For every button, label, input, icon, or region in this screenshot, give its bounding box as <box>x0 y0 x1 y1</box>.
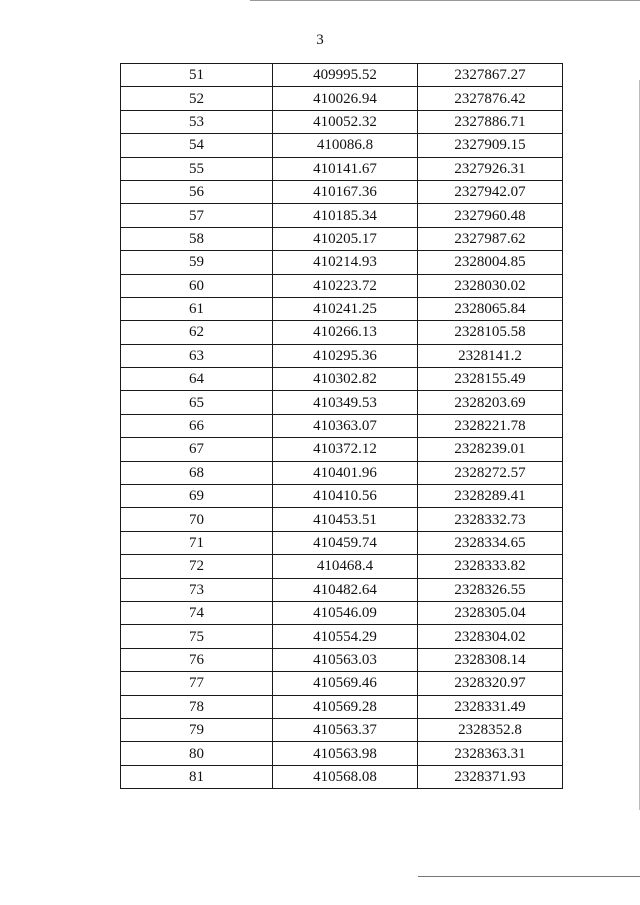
table-row <box>121 718 563 741</box>
y-coordinate-cell: 2328320.97 <box>418 672 563 695</box>
point-number-cell: 77 <box>121 672 273 695</box>
table-row <box>121 555 563 578</box>
y-coordinate-cell: 2328304.02 <box>418 625 563 648</box>
table-row <box>121 672 563 695</box>
point-number-cell: 63 <box>121 344 273 367</box>
x-coordinate-cell: 410563.98 <box>273 742 418 765</box>
x-coordinate-cell: 410026.94 <box>273 87 418 110</box>
x-coordinate-cell: 410459.74 <box>273 531 418 554</box>
point-number-cell: 55 <box>121 157 273 180</box>
y-coordinate-cell: 2328272.57 <box>418 461 563 484</box>
y-coordinate-cell: 2328239.01 <box>418 438 563 461</box>
point-number-cell: 53 <box>121 110 273 133</box>
y-coordinate-cell: 2328004.85 <box>418 251 563 274</box>
point-number-cell: 61 <box>121 297 273 320</box>
table-row <box>121 274 563 297</box>
y-coordinate-cell: 2327876.42 <box>418 87 563 110</box>
table-row <box>121 578 563 601</box>
x-coordinate-cell: 410205.17 <box>273 227 418 250</box>
table-row <box>121 180 563 203</box>
y-coordinate-cell: 2328332.73 <box>418 508 563 531</box>
table-row <box>121 438 563 461</box>
table-row <box>121 648 563 671</box>
x-coordinate-cell: 410167.36 <box>273 180 418 203</box>
page-number: 3 <box>316 32 324 48</box>
point-number-cell: 58 <box>121 227 273 250</box>
table-row <box>121 344 563 367</box>
point-number-cell: 68 <box>121 461 273 484</box>
table-row <box>121 601 563 624</box>
table-row <box>121 391 563 414</box>
x-coordinate-cell: 410363.07 <box>273 414 418 437</box>
x-coordinate-cell: 410468.4 <box>273 555 418 578</box>
y-coordinate-cell: 2328105.58 <box>418 321 563 344</box>
table-row <box>121 227 563 250</box>
coordinates-table <box>120 63 563 789</box>
point-number-cell: 76 <box>121 648 273 671</box>
table-row <box>121 765 563 788</box>
table-row <box>121 461 563 484</box>
x-coordinate-cell: 410266.13 <box>273 321 418 344</box>
point-number-cell: 81 <box>121 765 273 788</box>
x-coordinate-cell: 410482.64 <box>273 578 418 601</box>
x-coordinate-cell: 410185.34 <box>273 204 418 227</box>
y-coordinate-cell: 2328308.14 <box>418 648 563 671</box>
x-coordinate-cell: 410372.12 <box>273 438 418 461</box>
point-number-cell: 73 <box>121 578 273 601</box>
x-coordinate-cell: 410568.08 <box>273 765 418 788</box>
point-number-cell: 56 <box>121 180 273 203</box>
y-coordinate-cell: 2328203.69 <box>418 391 563 414</box>
y-coordinate-cell: 2328305.04 <box>418 601 563 624</box>
point-number-cell: 78 <box>121 695 273 718</box>
table-row <box>121 64 563 87</box>
x-coordinate-cell: 410223.72 <box>273 274 418 297</box>
point-number-cell: 59 <box>121 251 273 274</box>
table-row <box>121 297 563 320</box>
y-coordinate-cell: 2328155.49 <box>418 368 563 391</box>
x-coordinate-cell: 410554.29 <box>273 625 418 648</box>
y-coordinate-cell: 2328141.2 <box>418 344 563 367</box>
x-coordinate-cell: 410141.67 <box>273 157 418 180</box>
y-coordinate-cell: 2328065.84 <box>418 297 563 320</box>
table-row <box>121 485 563 508</box>
point-number-cell: 72 <box>121 555 273 578</box>
x-coordinate-cell: 410241.25 <box>273 297 418 320</box>
table-row <box>121 368 563 391</box>
table-row <box>121 508 563 531</box>
point-number-cell: 79 <box>121 718 273 741</box>
y-coordinate-cell: 2328221.78 <box>418 414 563 437</box>
point-number-cell: 71 <box>121 531 273 554</box>
x-coordinate-cell: 410302.82 <box>273 368 418 391</box>
table-row <box>121 87 563 110</box>
y-coordinate-cell: 2328334.65 <box>418 531 563 554</box>
x-coordinate-cell: 410569.28 <box>273 695 418 718</box>
scan-footer-line <box>418 876 640 877</box>
y-coordinate-cell: 2327867.27 <box>418 64 563 87</box>
x-coordinate-cell: 410086.8 <box>273 134 418 157</box>
x-coordinate-cell: 409995.52 <box>273 64 418 87</box>
scan-top-edge-line <box>250 0 640 1</box>
y-coordinate-cell: 2328333.82 <box>418 555 563 578</box>
table-row <box>121 531 563 554</box>
point-number-cell: 70 <box>121 508 273 531</box>
point-number-cell: 74 <box>121 601 273 624</box>
x-coordinate-cell: 410569.46 <box>273 672 418 695</box>
point-number-cell: 80 <box>121 742 273 765</box>
table-row <box>121 742 563 765</box>
table-row <box>121 695 563 718</box>
table-row <box>121 134 563 157</box>
y-coordinate-cell: 2327926.31 <box>418 157 563 180</box>
table-row <box>121 110 563 133</box>
y-coordinate-cell: 2328289.41 <box>418 485 563 508</box>
point-number-cell: 54 <box>121 134 273 157</box>
coordinates-table-body <box>121 64 563 789</box>
x-coordinate-cell: 410546.09 <box>273 601 418 624</box>
point-number-cell: 66 <box>121 414 273 437</box>
point-number-cell: 62 <box>121 321 273 344</box>
y-coordinate-cell: 2328030.02 <box>418 274 563 297</box>
point-number-cell: 60 <box>121 274 273 297</box>
table-row <box>121 204 563 227</box>
x-coordinate-cell: 410214.93 <box>273 251 418 274</box>
table-row <box>121 251 563 274</box>
y-coordinate-cell: 2327942.07 <box>418 180 563 203</box>
point-number-cell: 57 <box>121 204 273 227</box>
point-number-cell: 67 <box>121 438 273 461</box>
y-coordinate-cell: 2327960.48 <box>418 204 563 227</box>
x-coordinate-cell: 410563.03 <box>273 648 418 671</box>
y-coordinate-cell: 2328326.55 <box>418 578 563 601</box>
table-row <box>121 625 563 648</box>
point-number-cell: 69 <box>121 485 273 508</box>
x-coordinate-cell: 410410.56 <box>273 485 418 508</box>
x-coordinate-cell: 410453.51 <box>273 508 418 531</box>
y-coordinate-cell: 2327987.62 <box>418 227 563 250</box>
point-number-cell: 75 <box>121 625 273 648</box>
y-coordinate-cell: 2328352.8 <box>418 718 563 741</box>
x-coordinate-cell: 410563.37 <box>273 718 418 741</box>
x-coordinate-cell: 410349.53 <box>273 391 418 414</box>
y-coordinate-cell: 2328371.93 <box>418 765 563 788</box>
point-number-cell: 52 <box>121 87 273 110</box>
point-number-cell: 65 <box>121 391 273 414</box>
table-row <box>121 157 563 180</box>
y-coordinate-cell: 2327909.15 <box>418 134 563 157</box>
y-coordinate-cell: 2328331.49 <box>418 695 563 718</box>
x-coordinate-cell: 410401.96 <box>273 461 418 484</box>
point-number-cell: 51 <box>121 64 273 87</box>
x-coordinate-cell: 410295.36 <box>273 344 418 367</box>
table-row <box>121 321 563 344</box>
point-number-cell: 64 <box>121 368 273 391</box>
table-row <box>121 414 563 437</box>
x-coordinate-cell: 410052.32 <box>273 110 418 133</box>
y-coordinate-cell: 2327886.71 <box>418 110 563 133</box>
y-coordinate-cell: 2328363.31 <box>418 742 563 765</box>
